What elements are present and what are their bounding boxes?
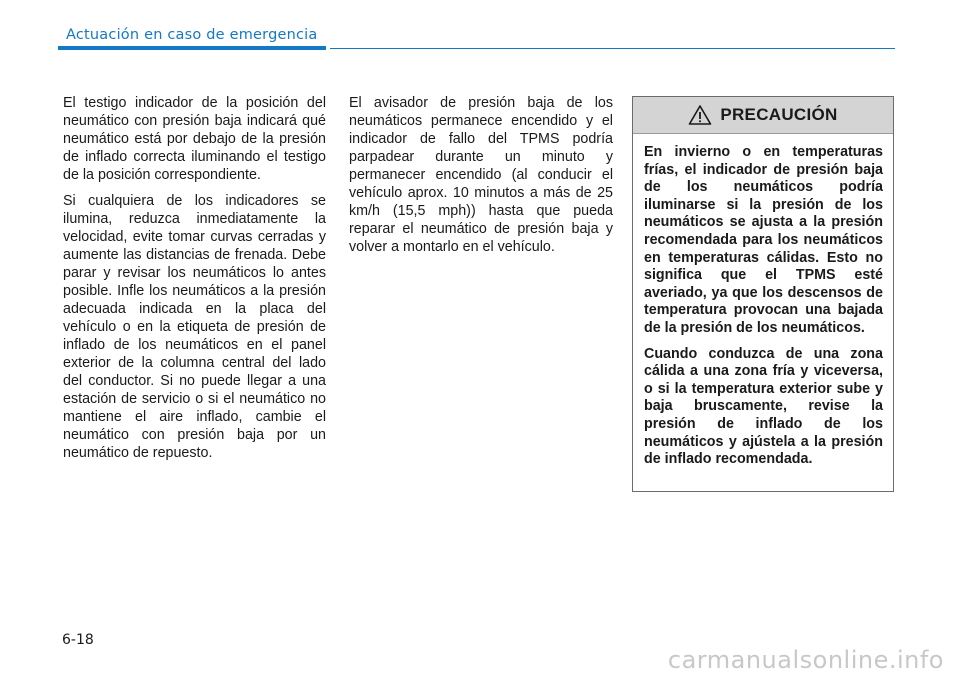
- section-title: Actuación en caso de emergencia: [66, 27, 318, 43]
- paragraph: El testigo indicador de la posición del neumático con presión baja indicará qué neumático está por debajo de la presión de inflado correcta iluminando el testigo de la posición correspondiente.: [63, 95, 326, 183]
- caution-body: [633, 134, 893, 469]
- text-column-1: [63, 94, 326, 470]
- paragraph: El avisador de presión baja de los neumáticos permanece encendido y el indicador de fallo del TPMS podría parpadear durante un minuto y permanecer encendido (al conducir el vehículo aprox. 10 minutos a más de 25 km/h (15,5 mph)) hasta que pueda reparar el neumático de presión baja y volver a montarlo en el vehículo.: [349, 95, 613, 255]
- text-column-2: [349, 94, 613, 264]
- page-number: 6-18: [62, 632, 94, 648]
- header-rule-thin: [330, 48, 895, 49]
- warning-triangle-icon: [688, 104, 712, 126]
- caution-header: [633, 97, 893, 134]
- watermark: carmanualsonline.info: [667, 646, 944, 674]
- caution-title: PRECAUCIÓN: [720, 105, 838, 124]
- header-rule-thick: [58, 46, 326, 50]
- caution-paragraph: En invierno o en temperaturas frías, el indicador de presión baja de los neumáticos podría iluminarse si la presión de los neumáticos se ajusta a la presión recomendada para los neumáticos en temperaturas cálidas. Esto no significa que el TPMS esté averiado, ya que los descensos de temperatura provocan una bajada de la presión de los neumáticos.: [644, 144, 883, 336]
- paragraph: Si cualquiera de los indicadores se ilumina, reduzca inmediatamente la velocidad, evite tomar curvas cerradas y aumente las distancias de frenada. Debe parar y revisar los neumáticos lo antes posible. Infle los neumáticos a la presión adecuada indicada en la placa del vehículo o en la etiqueta de presión de inflado de los neumáticos en el panel exterior de la columna central del lado del conductor. Si no puede llegar a una estación de servicio o si el neumático no mantiene el aire inflado, cambie el neumático con presión baja por un neumático de repuesto.: [63, 193, 326, 461]
- caution-box: [632, 96, 894, 492]
- caution-paragraph: Cuando conduzca de una zona cálida a una zona fría y viceversa, o si la temperatura exterior sube y baja bruscamente, revise la presión de inflado de los neumáticos y ajústela a la presión de inflado recomendada.: [644, 345, 883, 468]
